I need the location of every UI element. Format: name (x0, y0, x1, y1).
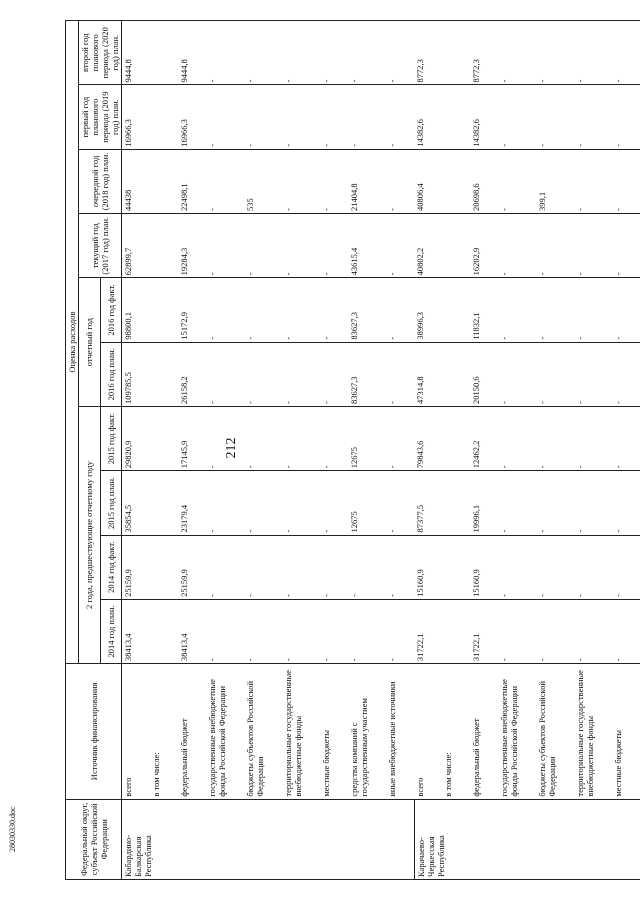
value-cell: - (612, 599, 640, 663)
value-cell: - (206, 406, 244, 470)
value-cell: 16966,3 (178, 85, 206, 149)
value-cell: - (386, 471, 414, 535)
value-cell: 79843,6 (414, 406, 442, 470)
funding-source: государственные внебюджетные фонды Российской Федерации (498, 664, 536, 800)
value-cell: 20150,6 (470, 342, 498, 406)
funding-source: федеральный бюджет (178, 664, 206, 800)
value-cell: 109785,5 (122, 342, 151, 406)
funding-source: средства компаний с государственным участием (348, 664, 386, 800)
value-cell (442, 278, 470, 342)
value-cell: - (386, 214, 414, 278)
value-cell: - (498, 599, 536, 663)
header-col: 2016 год факт. (100, 278, 122, 342)
value-cell (150, 471, 178, 535)
value-cell: - (348, 535, 386, 599)
value-cell: - (536, 85, 574, 149)
value-cell: 12675 (348, 471, 386, 535)
value-cell: - (282, 21, 320, 85)
value-cell: 38996,3 (414, 278, 442, 342)
value-cell: - (612, 85, 640, 149)
value-cell: - (498, 85, 536, 149)
value-cell: - (536, 278, 574, 342)
budget-table (65, 20, 640, 880)
value-cell: - (386, 535, 414, 599)
table-row (574, 21, 612, 880)
value-cell: - (282, 342, 320, 406)
value-cell: - (244, 406, 282, 470)
value-cell: - (244, 342, 282, 406)
value-cell: - (320, 599, 348, 663)
value-cell: 35854,5 (122, 471, 151, 535)
value-cell: - (244, 278, 282, 342)
value-cell: - (320, 535, 348, 599)
value-cell: - (320, 214, 348, 278)
value-cell: - (536, 535, 574, 599)
value-cell: - (320, 149, 348, 213)
header-col: 2015 год факт. (100, 406, 122, 470)
funding-source: в том числе: (150, 664, 178, 800)
funding-source: государственные внебюджетные фонды Российской Федерации (206, 664, 244, 800)
value-cell: 29820,9 (122, 406, 151, 470)
value-cell: 15172,9 (178, 278, 206, 342)
value-cell: 25159,9 (178, 535, 206, 599)
table-row (498, 21, 536, 880)
header-col: второй год планового периода (2020 год) план. (79, 21, 122, 85)
table-row (536, 21, 574, 880)
header-source: Источник финансирования (66, 664, 122, 800)
value-cell: - (386, 149, 414, 213)
header-col: 2015 год план. (100, 471, 122, 535)
table-row (150, 21, 178, 880)
value-cell: - (282, 149, 320, 213)
value-cell: - (498, 406, 536, 470)
value-cell: - (244, 535, 282, 599)
page-number: 212 (224, 437, 239, 459)
value-cell: - (206, 149, 244, 213)
value-cell (150, 342, 178, 406)
table-row (386, 21, 414, 880)
value-cell: - (612, 149, 640, 213)
value-cell: - (282, 599, 320, 663)
value-cell: 38413,4 (178, 599, 206, 663)
value-cell: - (282, 471, 320, 535)
value-cell (150, 21, 178, 85)
value-cell: - (206, 85, 244, 149)
table-body (122, 21, 640, 880)
value-cell (150, 535, 178, 599)
table-row (414, 21, 442, 880)
value-cell (442, 85, 470, 149)
value-cell (150, 214, 178, 278)
value-cell: 40806,4 (414, 149, 442, 213)
value-cell: - (348, 85, 386, 149)
value-cell: - (498, 535, 536, 599)
region-name: Кабардино-Балкарская Республика (122, 799, 415, 879)
value-cell: - (206, 342, 244, 406)
value-cell: - (612, 535, 640, 599)
funding-source: иные внебюджетные источники (386, 664, 414, 800)
value-cell: 40802,2 (414, 214, 442, 278)
value-cell: - (282, 214, 320, 278)
table-row (206, 21, 244, 880)
value-cell: - (612, 21, 640, 85)
value-cell: 17145,9 (178, 406, 206, 470)
value-cell (150, 85, 178, 149)
value-cell: - (574, 21, 612, 85)
value-cell: - (282, 406, 320, 470)
value-cell: - (282, 85, 320, 149)
funding-source: в том числе: (442, 664, 470, 800)
value-cell (150, 599, 178, 663)
value-cell: 43615,4 (348, 214, 386, 278)
value-cell: 26158,2 (178, 342, 206, 406)
funding-source: бюджеты субъектов Российской Федерации (536, 664, 574, 800)
value-cell: 399,1 (536, 149, 574, 213)
value-cell: - (574, 85, 612, 149)
value-cell: 9444,8 (122, 21, 151, 85)
table-row (612, 21, 640, 880)
table-row (442, 21, 470, 880)
value-cell: 9444,8 (178, 21, 206, 85)
value-cell (150, 406, 178, 470)
value-cell: - (498, 342, 536, 406)
value-cell: - (320, 406, 348, 470)
table-row (122, 21, 151, 880)
value-cell: - (574, 471, 612, 535)
value-cell: 87377,5 (414, 471, 442, 535)
value-cell: 62899,7 (122, 214, 151, 278)
value-cell: - (574, 342, 612, 406)
value-cell: - (244, 599, 282, 663)
value-cell (442, 342, 470, 406)
value-cell: - (206, 471, 244, 535)
value-cell: - (386, 21, 414, 85)
value-cell: - (498, 21, 536, 85)
value-cell: - (574, 214, 612, 278)
header-col: 2014 год план. (100, 599, 122, 663)
value-cell: - (320, 21, 348, 85)
value-cell: 21404,8 (348, 149, 386, 213)
value-cell: - (536, 21, 574, 85)
value-cell: 31722,1 (414, 599, 442, 663)
value-cell: - (574, 278, 612, 342)
value-cell: 12462,2 (470, 406, 498, 470)
value-cell: 23179,4 (178, 471, 206, 535)
doc-code-text: 28030330.doc (8, 806, 17, 852)
table-row (320, 21, 348, 880)
value-cell: 19996,1 (470, 471, 498, 535)
funding-source: бюджеты субъектов Российской Федерации (244, 664, 282, 800)
value-cell: 11832,1 (470, 278, 498, 342)
value-cell: - (498, 214, 536, 278)
header-estimate: Оценка расходов (66, 21, 79, 664)
value-cell: - (244, 85, 282, 149)
value-cell (150, 278, 178, 342)
value-cell: 15160,9 (470, 535, 498, 599)
value-cell: 25159,9 (122, 535, 151, 599)
value-cell: 44438 (122, 149, 151, 213)
funding-source: всего (414, 664, 442, 800)
header-col: текущий год (2017 год) план. (79, 214, 122, 278)
header-col: 2016 год план. (100, 342, 122, 406)
region-name: Карачаево-Черкесская Республика (414, 799, 640, 879)
value-cell: - (574, 535, 612, 599)
value-cell (442, 599, 470, 663)
table-row (178, 21, 206, 880)
value-cell: 14382,6 (470, 85, 498, 149)
table-row (282, 21, 320, 880)
value-cell: - (206, 21, 244, 85)
header-col: 2014 год факт. (100, 535, 122, 599)
funding-source: всего (122, 664, 151, 800)
value-cell: - (536, 406, 574, 470)
table-row (348, 21, 386, 880)
value-cell: - (498, 471, 536, 535)
value-cell: - (574, 406, 612, 470)
value-cell: - (574, 149, 612, 213)
value-cell: - (386, 342, 414, 406)
value-cell: - (348, 21, 386, 85)
value-cell: - (386, 278, 414, 342)
value-cell: 31722,1 (470, 599, 498, 663)
value-cell (442, 535, 470, 599)
funding-source: местные бюджеты (612, 664, 640, 800)
header-report-year: отчетный год (79, 278, 101, 407)
funding-source: федеральный бюджет (470, 664, 498, 800)
value-cell: - (612, 214, 640, 278)
value-cell: - (386, 85, 414, 149)
value-cell: 83627,3 (348, 342, 386, 406)
value-cell: 38413,4 (122, 599, 151, 663)
value-cell: - (498, 149, 536, 213)
header-col: очередной год (2018 год) план. (79, 149, 122, 213)
funding-source: территориальные государственные внебюджетные фонды (282, 664, 320, 800)
header-col: первый год планового периода (2019 год) план. (79, 85, 122, 149)
value-cell: - (612, 471, 640, 535)
value-cell: - (386, 406, 414, 470)
table-row (244, 21, 282, 880)
value-cell: - (282, 535, 320, 599)
value-cell: - (320, 471, 348, 535)
value-cell: - (348, 599, 386, 663)
budget-table-sheet (65, 20, 635, 880)
value-cell: 19284,3 (178, 214, 206, 278)
value-cell: 83627,3 (348, 278, 386, 342)
value-cell: 12675 (348, 406, 386, 470)
value-cell: - (612, 406, 640, 470)
value-cell: 8772,3 (414, 21, 442, 85)
header-two-years: 2 года, предшествующие отчетному году (79, 406, 101, 663)
value-cell: 98800,1 (122, 278, 151, 342)
table-row (470, 21, 498, 880)
funding-source: территориальные государственные внебюджетные фонды (574, 664, 612, 800)
value-cell (150, 149, 178, 213)
value-cell: 22498,1 (178, 149, 206, 213)
value-cell: - (244, 214, 282, 278)
value-cell: - (574, 599, 612, 663)
value-cell: 47314,8 (414, 342, 442, 406)
value-cell (442, 406, 470, 470)
value-cell: 16202,9 (470, 214, 498, 278)
value-cell (442, 149, 470, 213)
value-cell: - (206, 535, 244, 599)
value-cell (442, 471, 470, 535)
value-cell: - (206, 214, 244, 278)
value-cell: - (244, 21, 282, 85)
value-cell: 535 (244, 149, 282, 213)
value-cell (442, 21, 470, 85)
value-cell: - (498, 278, 536, 342)
value-cell: - (244, 471, 282, 535)
value-cell: - (536, 214, 574, 278)
value-cell: - (536, 599, 574, 663)
value-cell: - (536, 471, 574, 535)
value-cell: 14382,6 (414, 85, 442, 149)
funding-source: местные бюджеты (320, 664, 348, 800)
value-cell: - (320, 278, 348, 342)
value-cell: - (282, 278, 320, 342)
value-cell (442, 214, 470, 278)
header-region: Федеральный округ, субъект Российской Федерации (66, 799, 122, 879)
value-cell: 8772,3 (470, 21, 498, 85)
value-cell: - (612, 342, 640, 406)
value-cell: - (386, 599, 414, 663)
value-cell: - (612, 278, 640, 342)
value-cell: 16966,3 (122, 85, 151, 149)
value-cell: 20698,6 (470, 149, 498, 213)
value-cell: - (206, 278, 244, 342)
value-cell: - (320, 342, 348, 406)
value-cell: - (206, 599, 244, 663)
value-cell: 15160,9 (414, 535, 442, 599)
value-cell: - (320, 85, 348, 149)
value-cell: - (536, 342, 574, 406)
